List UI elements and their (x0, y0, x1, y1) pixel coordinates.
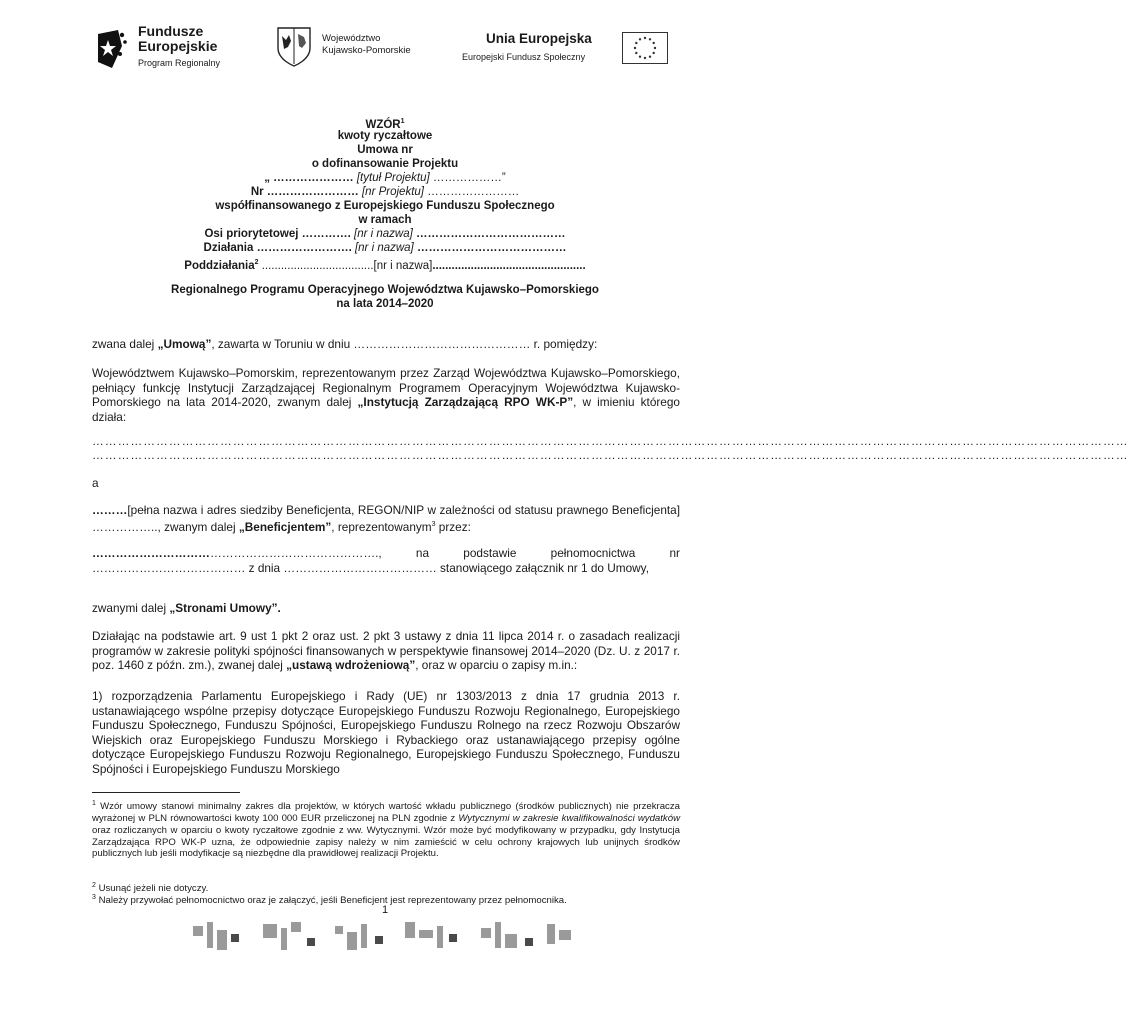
paragraph-beneficjent: ………[pełna nazwa i adres siedziby Beneficjenta, REGON/NIP w zależności od statusu prawnego Beneficjenta] …………….., zwanym dalej „Beneficjentem”, reprezentowanym$^3$ przez: (92, 503, 680, 534)
doc-title-line3: Umowa nr (357, 144, 413, 156)
w-ramach-line: w ramach (358, 214, 412, 226)
fundusze-europejskie-star-icon (96, 26, 130, 70)
priority-axis-line: Osi priorytetowej …………. [nr i nazwa] ………………………………… (204, 228, 566, 240)
ue-line2: Europejski Fundusz Społeczny (462, 52, 586, 62)
woj-line1: Województwo (322, 33, 381, 44)
logo-fundusze-europejskie (96, 24, 246, 74)
footnote-3: $^3$ Należy przywołać pełnomocnictwo oraz je załączyć, jeśli Beneficjent jest reprezentowany przez pełnomocnika. (92, 894, 567, 907)
project-number-line: Nr …………………… [nr Projektu] …………………… (250, 186, 520, 198)
programme-name-line2: na lata 2014–2020 (336, 298, 434, 310)
conjunction-a: a (92, 476, 99, 490)
programme-name-line1: Regionalnego Programu Operacyjnego Województwa Kujawsko–Pomorskiego (171, 284, 599, 296)
bottom-logo-strip (185, 920, 585, 960)
paragraph-rozporzadzenie: 1) rozporządzenia Parlamentu Europejskiego i Rady (UE) nr 1303/2013 z dnia 17 grudnia 2013 r. ustanawiającego wspólne przepisy dotyczące Europejskiego Funduszu Rozwoju Regionalnego, Europejskiego Funduszu Społecznego, Funduszu Spójności, Europejskiego Funduszu Rolnego na rzecz Rozwoju Obszarów Wiejskich oraz Europejskiego Funduszu Morskiego i Rybackiego oraz ustanawiającego przepisy ogólne dotyczące Europejskiego Funduszu Rozwoju Regionalnego, Europejskiego Funduszu Społecznego, Funduszu Spójności i Europejskiego Funduszu Morskiego (92, 689, 680, 776)
footnote-separator (92, 792, 240, 793)
paragraph-podstawa: Działając na podstawie art. 9 ust 1 pkt 2 oraz ust. 2 pkt 3 ustawy z dnia 11 lipca 2014 r. o zasadach realizacji programów w zakresie polityki spójności finansowanych w perspektywie finansowej 2014–2020 (Dz. U. z 2017 r. poz. 1460 z późn. zm.), zwanej dalej „ustawą wdrożeniową”, oraz w oparciu o zapisy m.in.: (92, 629, 680, 673)
doc-title-wzor: WZÓR$^1$ (365, 118, 405, 131)
submeasure-line: Poddziałania$^2$ ...................................[nr i nazwa]................................................ (184, 259, 586, 272)
eu-flag-icon (622, 32, 668, 64)
logo-wojewodztwo (276, 26, 426, 70)
paragraph-instytucja: Województwem Kujawsko–Pomorskim, reprezentowanym przez Zarząd Województwa Kujawsko–Pomorskiego, pełniący funkcję Instytucji Zarządzającej Regionalnym Programem Operacyjnym Województwa Kujawsko-Pomorskiego na lata 2014-2020, zwanym dalej „Instytucją Zarządzającą RPO WK-P”, w imieniu którego działa: (92, 366, 680, 424)
page-number: 1 (381, 904, 389, 916)
coat-of-arms-icon (276, 26, 312, 68)
ue-line1: Unia Europejska (486, 31, 592, 46)
paragraph-pelnomocnictwo: ………………………………………………………………., na podstawie pełnomocnictwa nr ………………………………… z dnia ………………………………… stanowiącego załącznik nr 1 do Umowy, (92, 546, 680, 575)
paragraph-umowa: zwana dalej „Umową”, zawarta w Toruniu w dniu ……………………………………… r. pomiędzy: (92, 337, 598, 351)
cofinancing-line: współfinansowanego z Europejskiego Funduszu Społecznego (215, 200, 555, 212)
doc-title-line2: kwoty ryczałtowe (337, 130, 433, 142)
fe-line1: Fundusze (138, 23, 204, 39)
measure-line: Działania ……………………. [nr i nazwa] ………………………………… (203, 242, 567, 254)
decorative-pattern-icon (185, 920, 585, 960)
paragraph-strony: zwanymi dalej „Stronami Umowy”. (92, 601, 281, 615)
footnote-2: $^2$ Usunąć jeżeli nie dotyczy. (92, 882, 209, 895)
dots-line-2: ……………………………………………………………………………………………………………………………………………………………………………………………………………………… (92, 448, 1129, 462)
woj-line2: Kujawsko-Pomorskie (322, 45, 411, 56)
doc-title-line4: o dofinansowanie Projektu (311, 158, 459, 170)
fe-line2: Europejskie (138, 38, 218, 54)
logo-unia-europejska (458, 30, 668, 70)
project-title-line: „ ………………… [tytuł Projektu] ………………” (264, 172, 506, 184)
dots-line-1: ……………………………………………………………………………………………………………………………………………………………………………………………………………………… (92, 434, 1129, 448)
footnote-1: $^1$ Wzór umowy stanowi minimalny zakres dla projektów, w których wartość wkładu publicznego (środków publicznych) nie przekracza wyrażonej w PLN równowartości kwoty 100 000 EUR przeliczonej na PLN zgodnie z Wytycznymi w zakresie kwalifikowalności wydatków oraz rozliczanych w oparciu o kwoty ryczałtowe zgodnie z ww. Wytycznymi. Wzór może być modyfikowany w przypadku, gdy Instytucja Zarządzająca RPO WK-P uzna, że odpowiednie zapisy należy w nim zamieścić w celu ochrony krajowych lub unijnych środków publicznych lub jeśli modyfikacje są niezbędne dla prawidłowej realizacji Projektu. (92, 800, 680, 860)
fe-line3: Program Regionalny (138, 58, 221, 68)
